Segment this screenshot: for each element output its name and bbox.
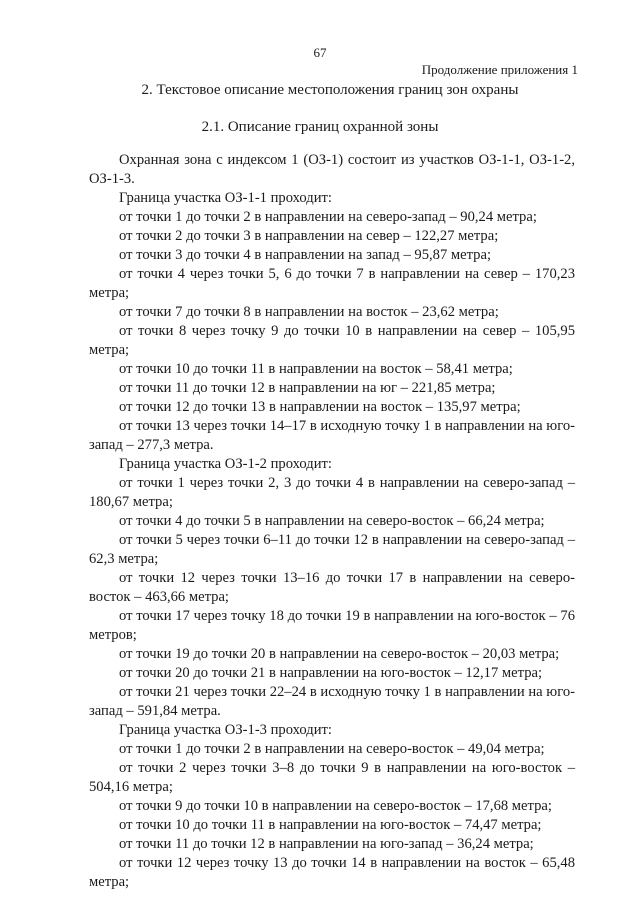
paragraph-boundary-segment: от точки 7 до точки 8 в направлении на восток – 23,62 метра; [119, 304, 499, 320]
section-heading: 2. Текстовое описание местоположения границ зон охраны [141, 82, 519, 98]
paragraph-boundary-segment: от точки 2 через точки 3–8 до точки 9 в направлении на юго-восток – 504,16 метра; [89, 760, 575, 795]
paragraph-boundary-segment: от точки 11 до точки 12 в направлении на юго-запад – 36,24 метра; [119, 836, 534, 852]
appendix-continuation-note: Продолжение приложения 1 [421, 62, 578, 77]
paragraph-zone-composition: Охранная зона с индексом 1 (ОЗ-1) состоит из участков ОЗ-1-1, ОЗ-1-2, ОЗ-1-3. [89, 152, 575, 187]
paragraph-boundary-segment: от точки 13 через точки 14–17 в исходную точку 1 в направлении на юго-запад – 277,3 метра. [89, 418, 575, 453]
paragraph-boundary-segment: от точки 1 до точки 2 в направлении на северо-восток – 49,04 метра; [119, 741, 545, 757]
paragraph-boundary-segment: от точки 10 до точки 11 в направлении на восток – 58,41 метра; [119, 361, 513, 377]
paragraph-boundary-segment: от точки 11 до точки 12 в направлении на юг – 221,85 метра; [119, 380, 496, 396]
paragraph-boundary-segment: от точки 3 до точки 4 в направлении на запад – 95,87 метра; [119, 247, 492, 263]
paragraph-boundary-segment: от точки 12 через точку 13 до точки 14 в направлении на восток – 65,48 метра; [89, 855, 575, 890]
paragraph-boundary-segment: от точки 10 до точки 11 в направлении на юго-восток – 74,47 метра; [119, 817, 542, 833]
paragraph-boundary-segment: от точки 8 через точку 9 до точки 10 в направлении на север – 105,95 метра; [89, 323, 575, 358]
paragraph-boundary-segment: от точки 4 до точки 5 в направлении на северо-восток – 66,24 метра; [119, 513, 545, 529]
paragraph-boundary-segment: от точки 1 до точки 2 в направлении на северо-запад – 90,24 метра; [119, 209, 537, 225]
paragraph-boundary-segment: от точки 12 через точки 13–16 до точки 17 в направлении на северо-восток – 463,66 метра; [89, 570, 575, 605]
paragraph-boundary-segment: от точки 12 до точки 13 в направлении на восток – 135,97 метра; [119, 399, 521, 415]
paragraph-boundary-segment: от точки 2 до точки 3 в направлении на север – 122,27 метра; [119, 228, 499, 244]
paragraph-boundary-segment: от точки 4 через точки 5, 6 до точки 7 в направлении на север – 170,23 метра; [89, 266, 575, 301]
paragraph-boundary-segment: от точки 5 через точки 6–11 до точки 12 в направлении на северо-запад – 62,3 метра; [89, 532, 575, 567]
paragraph-boundary-segment: от точки 17 через точку 18 до точки 19 в направлении на юго-восток – 76 метров; [89, 608, 575, 643]
paragraph-plot-2-header: Граница участка ОЗ-1-2 проходит: [119, 456, 332, 472]
paragraph-boundary-segment: от точки 9 до точки 10 в направлении на северо-восток – 17,68 метра; [119, 798, 552, 814]
document-body [89, 151, 575, 892]
paragraph-plot-1-header: Граница участка ОЗ-1-1 проходит: [119, 190, 332, 206]
paragraph-boundary-segment: от точки 1 через точки 2, 3 до точки 4 в направлении на северо-запад – 180,67 метра; [89, 475, 575, 510]
subsection-heading: 2.1. Описание границ охранной зоны [201, 119, 439, 135]
paragraph-boundary-segment: от точки 20 до точки 21 в направлении на юго-восток – 12,17 метра; [119, 665, 543, 681]
paragraph-boundary-segment: от точки 19 до точки 20 в направлении на северо-восток – 20,03 метра; [119, 646, 560, 662]
paragraph-plot-3-header: Граница участка ОЗ-1-3 проходит: [119, 722, 332, 738]
page-number: 67 [313, 45, 327, 60]
paragraph-boundary-segment: от точки 21 через точки 22–24 в исходную точку 1 в направлении на юго-запад – 591,84 метра. [89, 684, 575, 719]
